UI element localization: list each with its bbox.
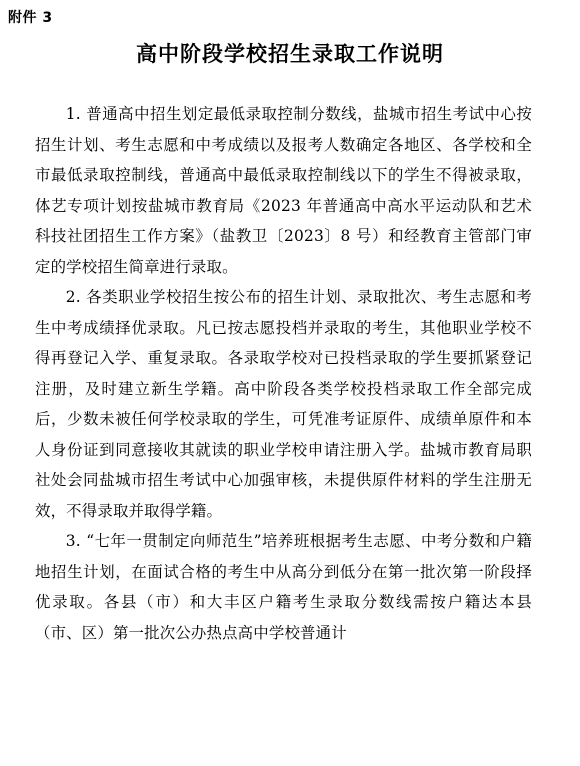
document-body xyxy=(35,99,532,648)
document-title: 高中阶段学校招生录取工作说明 xyxy=(136,42,444,66)
paragraph-3: 3. “七年一贯制定向师范生”培养班根据考生志愿、中考分数和户籍地招生计划，在面试合格的考生中从高分到低分在第一批次第一阶段择优录取。各县（市）和大丰区户籍考生录取分数线需按户籍达本县（市、区）第一批次公办热点高中学校普通计 xyxy=(35,532,532,642)
paragraph-1: 1. 普通高中招生划定最低录取控制分数线，盐城市招生考试中心按招生计划、考生志愿和中考成绩以及报考人数确定各地区、各学校和全市最低录取控制线，普通高中最低录取控制线以下的学生不得被录取，体艺专项计划按盐城市教育局《2023 年普通高中高水平运动队和艺术科技社团招生工作方案》（盐教卫〔2023〕8 号）和经教育主管部门审定的学校招生简章进行录取。 xyxy=(35,105,532,276)
paragraph-2: 2. 各类职业学校招生按公布的招生计划、录取批次、考生志愿和考生中考成绩择优录取。凡已按志愿投档并录取的考生，其他职业学校不得再登记入学、重复录取。各录取学校对已投档录取的学生要抓紧登记注册，及时建立新生学籍。高中阶段各类学校投档录取工作全部完成后，少数未被任何学校录取的学生，可凭准考证原件、成绩单原件和本人身份证到同意接收其就读的职业学校申请注册入学。盐城市教育局职社处会同盐城市招生考试中心加强审核，未提供原件材料的学生注册无效，不得录取并取得学籍。 xyxy=(35,288,532,520)
attachment-label: 附件 3 xyxy=(8,10,53,26)
